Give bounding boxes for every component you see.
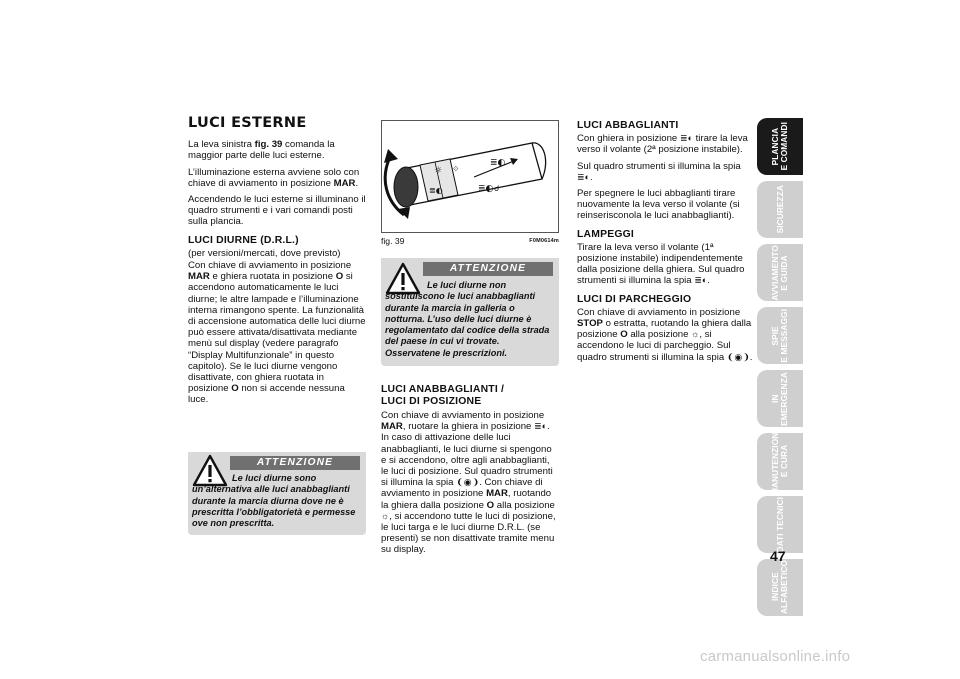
tab-avviamento-e-guida[interactable]: AVVIAMENTO E GUIDA [757,244,803,301]
page-number: 47 [770,548,786,564]
column-right [577,120,755,368]
warning-heading: ATTENZIONE [423,262,553,276]
high-beam-paragraph-1: Con ghiera in posizione ≣◐ tirare la leva verso il volante (2ª posizione instabile). [577,133,748,156]
position-lights-icon: ❨◉❩ [726,351,750,362]
svg-text:☼: ☼ [434,166,443,176]
tab-manutenzione-e-cura[interactable]: MANUTENZIONE E CURA [757,433,803,490]
warning-text: Le luci diurne non sostituiscono le luci anabbaglianti durante la marcia in galleria o notturna. L’uso delle luci diurne è regolamentato dal codice della strada del paese in cui vi trovate. Osservatene le prescrizioni. [385,280,550,358]
svg-text:⟐: ⟐ [453,165,459,173]
section-title-low-beam: LUCI ANABBAGLIANTI / LUCI DI POSIZIONE [381,384,505,407]
flash-paragraph: Tirare la leva verso il volante (1ª posizione instabile) indipendentemente dalla posizione della ghiera. Sul quadro strumenti si illumina la spia ≣◐. [577,241,745,287]
high-beam-icon: ≣◐ [694,275,708,286]
column-middle [381,120,559,247]
section-title-drl: LUCI DIURNE (D.R.L.) [188,234,299,246]
svg-text:≣◐: ≣◐ [429,186,443,195]
svg-text:≣◐: ≣◐ [490,158,506,168]
watermark: carmanualsonline.info [700,648,851,665]
figure-code: F0M0614m [529,238,559,244]
high-beam-paragraph-2: Sul quadro strumenti si illumina la spia ≣◐. [577,160,741,183]
tab-indice-alfabetico[interactable]: INDICE ALFABETICO [757,559,803,616]
lever-illustration [381,120,559,233]
figure-label: fig. 39 [381,236,405,246]
intro-paragraph-1: La leva sinistra fig. 39 comanda la maggior parte delle luci esterne. [188,139,335,162]
tab-sicurezza[interactable]: SICUREZZA [757,181,803,238]
svg-text:≣◐: ≣◐ [478,184,494,194]
tab-plancia-e-comandi[interactable]: PLANCIA E COMANDI [757,118,803,175]
parking-paragraph: Con chiave di avviamento in posizione STOP o estratta, ruotando la ghiera dalla posizione O alla posizione ☼, si accendono le luci di parcheggio. Sul quadro strumenti si illumina la spia ❨◉❩. [577,306,753,363]
warning-text: Le luci diurne sono un’alternativa alle luci anabbaglianti durante la marcia diurna dove ne è prescritta l’obbligatorietà e permesse ove non prescritta. [192,473,356,529]
warning-heading: ATTENZIONE [230,456,360,470]
low-beam-icon: ≣◐ [534,421,548,432]
warning-box-drl [188,452,366,535]
column-middle-lower [381,384,559,561]
tab-spie-e-messaggi[interactable]: SPIE E MESSAGGI [757,307,803,364]
light-switch-lever-icon [382,121,559,233]
chapter-tabs [757,118,803,622]
figure-caption [381,236,559,247]
page-title: LUCI ESTERNE [188,115,307,131]
low-beam-paragraph: Con chiave di avviamento in posizione MAR, ruotare la ghiera in posizione ≣◐. In caso di attivazione delle luci anabbaglianti, le luci diurne si spengono e si accendono, oltre agli anabbaglianti, le luci di posizione. Sul quadro strumenti si illumina la spia ❨◉❩. Con chiave di avviamento in posizione MAR, ruotando la ghiera dalla posizione O alla posizione ☼, si accendono tutte le luci di posizione, le luci targa e le luci diurne D.R.L. (se presenti) se non disattivate tramite menu su display. [381,410,556,556]
sun-icon: ☼ [381,510,390,521]
drl-paragraph: Con chiave di avviamento in posizione MAR e ghiera ruotata in posizione O si accendono automaticamente le luci diurne; le altre lampade e l’illuminazione interna rimangono spente. La funzionalità di accensione automatica delle luci diurne può essere attivata/disattivata mediante menù sul display (vedere paragrafo “Display Multifunzionale” in questo capitolo). Se le luci diurne vengono disattivate, con ghiera ruotata in posizione O non si accende nessuna luce. [188,260,366,406]
intro-paragraph-2: L’illuminazione esterna avviene solo con chiave di avviamento in posizione MAR. [188,166,360,189]
section-title-parking: LUCI DI PARCHEGGIO [577,293,692,305]
high-beam-icon: ≣◐ [679,133,693,144]
intro-paragraph-3: Accendendo le luci esterne si illuminano il quadro strumenti e i vari comandi posti sulla plancia. [188,194,366,228]
tab-in-emergenza[interactable]: IN EMERGENZA [757,370,803,427]
sun-icon: ☼ [691,329,700,340]
high-beam-paragraph-3: Per spegnere le luci abbaglianti tirare nuovamente la leva verso il volante (si reinserisconola le luci anabbaglianti). [577,188,740,222]
section-title-high-beam: LUCI ABBAGLIANTI [577,120,679,131]
column-left [188,115,366,411]
position-lights-icon: ❨◉❩ [456,477,480,488]
svg-text:☌: ☌ [494,184,500,193]
drl-subtitle: (per versioni/mercati, dove previsto) [188,247,341,259]
tab-dati-tecnici[interactable]: DATI TECNICI [757,496,803,553]
section-title-flash: LAMPEGGI [577,228,635,240]
high-beam-icon: ≣◐ [577,171,590,182]
warning-box-tunnel [381,258,559,366]
